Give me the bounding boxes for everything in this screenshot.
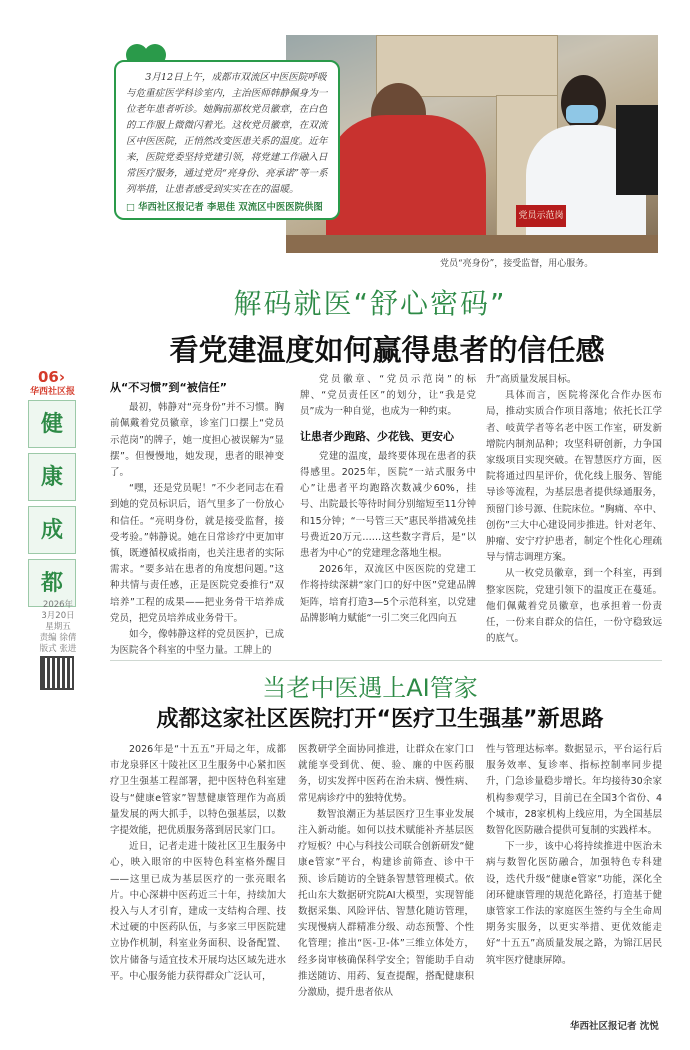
article1-column3: 升”高质量发展目标。 具体而言，医院将深化合作办医布局，推动实质合作项目落地；依托长江学者、岐黄学者等名老中医工作室，研发新增院内制剂品种；攻坚科研创新，力争国家级项目实现突破。在智慧医疗方面，医院将通过四星评价，优化线上服务、智能导诊等流程，为基层患者提供绿通服务，预留门诊号源、住院床位。“胸痛、卒中、创伤”三大中心建设同步推进。针对老年、肿瘤、安宁疗护患者，制定个性化心理疏导与情志调理方案。 从一枚党员徽章，到一个科室，再到整家医院，党建引领下的温度正在蔓延。他们佩戴着党员徽章，也承担着一份责任，一份来自群众的信任，一份守稳致远的底气。 [486, 374, 662, 645]
photo-caption: 党员“亮身份”，接受监督，用心服务。 [440, 259, 594, 269]
section-name: 华西社区报 [30, 387, 76, 397]
article2-column1: 2026年是“十五五”开局之年，成都市龙泉驿区十陵社区卫生服务中心紧扣医疗卫生强基工程部署，把中医特色科室建设与“健康e管家”智慧健康管理作为高质量发展的两大抓手，以特色强基层，以数字提效能，把优质服务落到居民家门口。 近日，记者走进十陵社区卫生服务中心，映入眼帘的中医特色科室格外醒目——这里已成为基层医疗的一张亮眼名片。中心深耕中医药近三十年，持续加大投入与人才引育，建成一支结构合理、技术过硬的中医药队伍，与多家三甲医院建立协作机制，科室业务面积、设备配置、饮片储备与适宜技术开展均达区域先进水平。中心服务能力获得群众广泛认可， [110, 744, 286, 982]
article1-subheading1: 从“不习惯”到“被信任” [110, 381, 227, 394]
vertical-title-char: 都 [28, 559, 76, 607]
article2-column3: 性与管理达标率。数据显示，平台运行后服务效率、复诊率、指标控制率同步提升，门急诊量稳步增长。年均接待30余家机构参观学习，目前已在全国3个省份、4个城市，28家机构上线应用，为全国基层数智化医防融合提供可复制的实践样本。 下一步，该中心将持续推进中医治未病与数智化医防融合，加强特色专科建设，迭代升级“健康e管家”功能，深化全闭环健康管理的规范化路径，打造基于健康管家工作法的家庭医生签约与全生命周期务实服务，以更实举措、更优效能走好“十五五”高质量发展之路，为锦江居民筑牢医疗健康屏障。 [486, 744, 662, 966]
vertical-title [28, 400, 76, 612]
intro-text: 3月12日上午，成都市双流区中医医院呼吸与危重症医学科诊室内，主治医师韩静佩身为一位老年患者听诊。她胸前那枚党员徽章，在白色的工作服上微微闪着光。这枚党员徽章，在双流区中医医院，正悄然改变医患关系的温度。近年来，医院党委坚持党建引领，将党建工作融入日常医疗服务，通过党员“亮身份、亮承诺”等一系列举措，让患者感受到实实在在的温暖。 [126, 72, 328, 195]
article1-column2: 党员徽章、“党员示范岗”的标牌、“党员责任区”的划分，让“我是党员”成为一种自觉，也成为一种约束。 让患者少跑路、少花钱、更安心 党建的温度，最终要体现在患者的获得感里。2025年，医院“一站式服务中心”让患者平均跑路次数减少60%，挂号、出院最长等待时间分别缩短至11分钟和15分钟；“一号管三天”惠民举措减免挂号费近20万元……这些数字背后，是“以患者为中心”的党建理念落地生根。 2026年，双流区中医医院的党建工作将持续深耕“家门口的好中医”党建品牌矩阵，培育打造3—5个示范科室，以党建品牌影响力赋能“一引二突三化四向五 [300, 374, 476, 624]
intro-credit: □ 华西社区报记者 李思佳 双流区中医医院供图 [126, 202, 323, 213]
headline2-title: 成都这家社区医院打开“医疗卫生强基”新思路 [156, 707, 604, 732]
divider [110, 660, 662, 661]
qr-code-icon [40, 656, 74, 690]
date-info: 2026年 3月20日 星期五 责编 徐倩 版式 张进 [39, 600, 77, 654]
article2-byline: 华西社区报记者 沈悦 [570, 1021, 659, 1032]
headline1-title: 看党建温度如何赢得患者的信任感 [169, 333, 605, 367]
vertical-title-char: 健 [28, 400, 76, 448]
article1-subheading2: 让患者少跑路、少花钱、更安心 [300, 429, 454, 443]
headline2-kicker: 当老中医遇上AI管家 [262, 674, 478, 702]
page-number: 06› [38, 368, 66, 386]
intro-box [114, 60, 340, 220]
vertical-title-char: 康 [28, 453, 76, 501]
photo-consultation [286, 35, 658, 253]
article1-column1: 从“不习惯”到“被信任” 最初，韩静对“亮身份”并不习惯。胸前佩戴着党员徽章，诊室门口摆上“党员示范岗”的牌子，她一度担心被误解为“显摆”。但慢慢地，她发现，患者的眼神变了。 “嘿，还是党员呢！”不少老同志在看到她的党员标识后，语气里多了一份放心和信任。“亮明身份，就是接受监督，接受考验。”韩静说。她在日常诊疗中更加审慎，既遵循权威指南，也关注患者的实际需求。“要多站在患者的角度想问题。”这种共情与责任感，正是医院党委推行“双培养”工程的成果——把业务骨干培养成党员，把党员培养成业务骨干。 如今，像韩静这样的党员医护，已成为医院各个科室的中坚力量。工牌上的 [110, 381, 284, 657]
headline1-kicker: 解码就医“舒心密码” [233, 287, 507, 320]
vertical-title-char: 成 [28, 506, 76, 554]
party-badge-sign: 党员示范岗 [516, 205, 566, 227]
article2-column2: 医教研学全面协同推进，让群众在家门口就能享受到优、便、验、廉的中医药服务，切实发挥中医药在治未病、慢性病、常见病诊疗中的独特优势。 数智浪潮正为基层医疗卫生事业发展注入新动能。如何以技术赋能补齐基层医疗短板？中心与科技公司联合创新研发“健康e管家”平台，构建诊前筛查、诊中干预、诊后随访的全链条智慧管理模式。依托山东大数据研究院AI大模型，实现智能数据采集、风险评估、智慧化随访管理，实现慢病人群精准分级、动态预警、个性化管理；推出“医-卫-体”三维立体处方，经多岗审核确保科学安全；智能助手自动推送随访、用药、复查提醒，搭配健康积分激励，提升患者依从 [298, 744, 474, 999]
